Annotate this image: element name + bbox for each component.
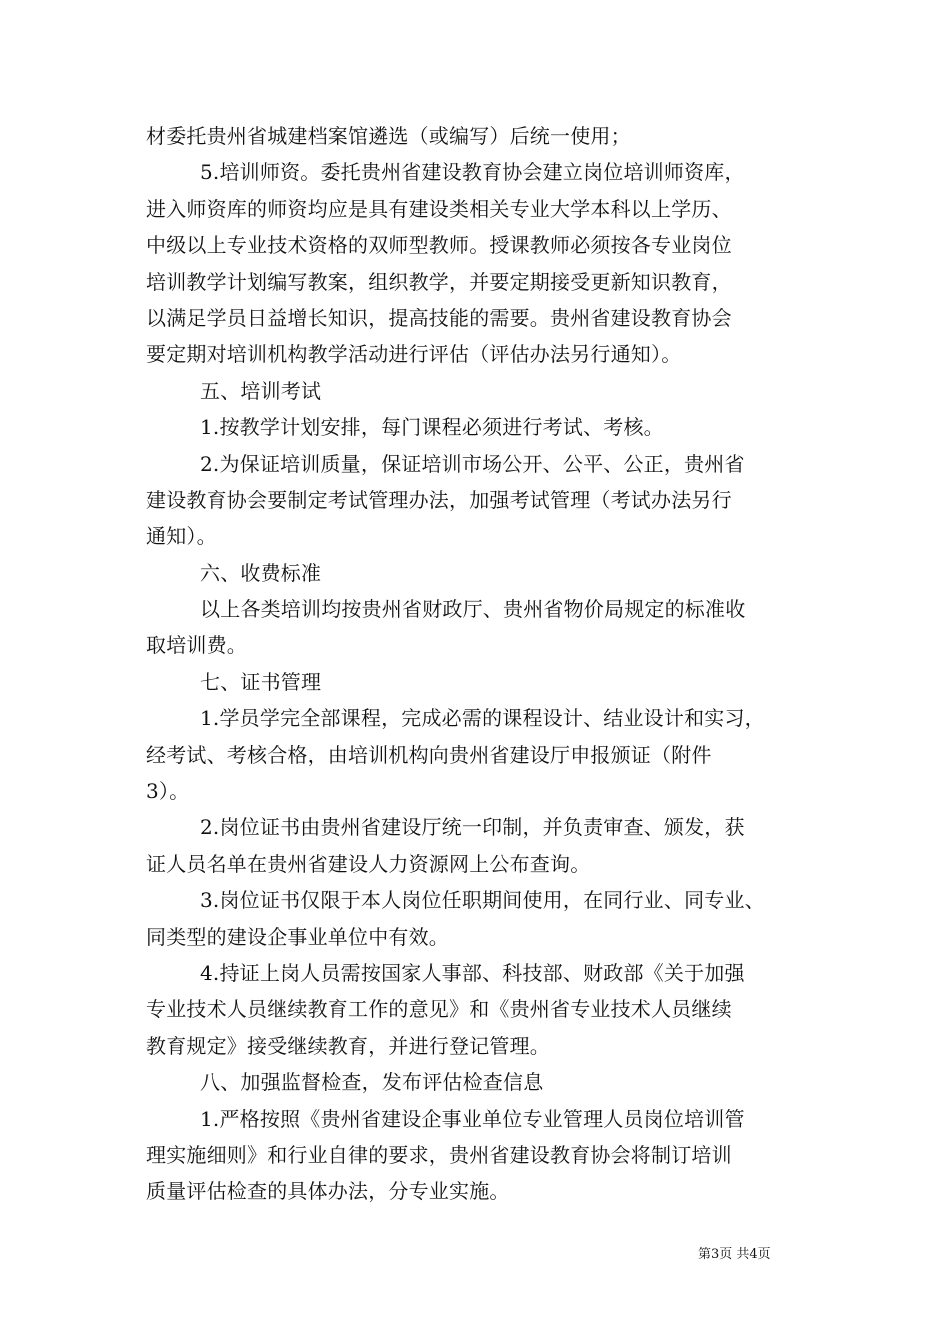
text-line: 3.岗位证书仅限于本人岗位任职期间使用，在同行业、同专业、 (200, 888, 765, 913)
document-body (146, 118, 806, 1210)
text-line: 要定期对培训机构教学活动进行评估（评估办法另行通知）。 (146, 342, 682, 367)
text-line: 理实施细则》和行业自律的要求，贵州省建设教育协会将制订培训 (146, 1142, 732, 1167)
section-heading: 七、证书管理 (200, 669, 322, 694)
section-heading: 六、收费标准 (200, 560, 322, 585)
text-line: 通知）。 (146, 524, 217, 549)
text-line: 质量评估检查的具体办法，分专业实施。 (146, 1179, 510, 1204)
text-line: 进入师资库的师资均应是具有建设类相关专业大学本科以上学历、 (146, 196, 732, 221)
text-line: 2.岗位证书由贵州省建设厅统一印制，并负责审查、颁发，获 (200, 815, 745, 840)
text-line: 2.为保证培训质量，保证培训市场公开、公平、公正，贵州省 (200, 451, 745, 476)
page-number-footer: 第3页 共4页 (698, 1247, 771, 1262)
text-line: 取培训费。 (146, 633, 247, 658)
section-heading: 五、培训考试 (200, 378, 322, 403)
section-heading: 八、加强监督检查，发布评估检查信息 (200, 1070, 544, 1095)
text-line: 教育规定》接受继续教育，并进行登记管理。 (146, 1033, 550, 1058)
text-line: 1.按教学计划安排，每门课程必须进行考试、考核。 (200, 415, 664, 440)
text-line: 材委托贵州省城建档案馆遴选（或编写）后统一使用； (146, 124, 631, 148)
text-line: 1.严格按照《贵州省建设企事业单位专业管理人员岗位培训管 (200, 1106, 745, 1131)
text-line: 3）。 (146, 779, 190, 804)
text-line: 同类型的建设企事业单位中有效。 (146, 924, 449, 949)
text-line: 培训教学计划编写教案，组织教学，并要定期接受更新知识教育， (146, 269, 732, 294)
text-line: 1.学员学完全部课程，完成必需的课程设计、结业设计和实习， (200, 706, 765, 731)
text-line: 中级以上专业技术资格的双师型教师。授课教师必须按各专业岗位 (146, 233, 732, 258)
text-line: 经考试、考核合格，由培训机构向贵州省建设厅申报颁证（附件 (146, 742, 712, 767)
text-line: 以满足学员日益增长知识，提高技能的需要。贵州省建设教育协会 (146, 305, 732, 330)
text-line: 5.培训师资。委托贵州省建设教育协会建立岗位培训师资库， (200, 160, 745, 185)
text-line: 4.持证上岗人员需按国家人事部、科技部、财政部《关于加强 (200, 960, 745, 985)
text-line: 建设教育协会要制定考试管理办法，加强考试管理（考试办法另行 (146, 487, 732, 512)
text-line: 证人员名单在贵州省建设人力资源网上公布查询。 (146, 851, 591, 876)
text-line: 专业技术人员继续教育工作的意见》和《贵州省专业技术人员继续 (146, 997, 732, 1022)
text-line: 以上各类培训均按贵州省财政厅、贵州省物价局规定的标准收 (200, 597, 746, 622)
